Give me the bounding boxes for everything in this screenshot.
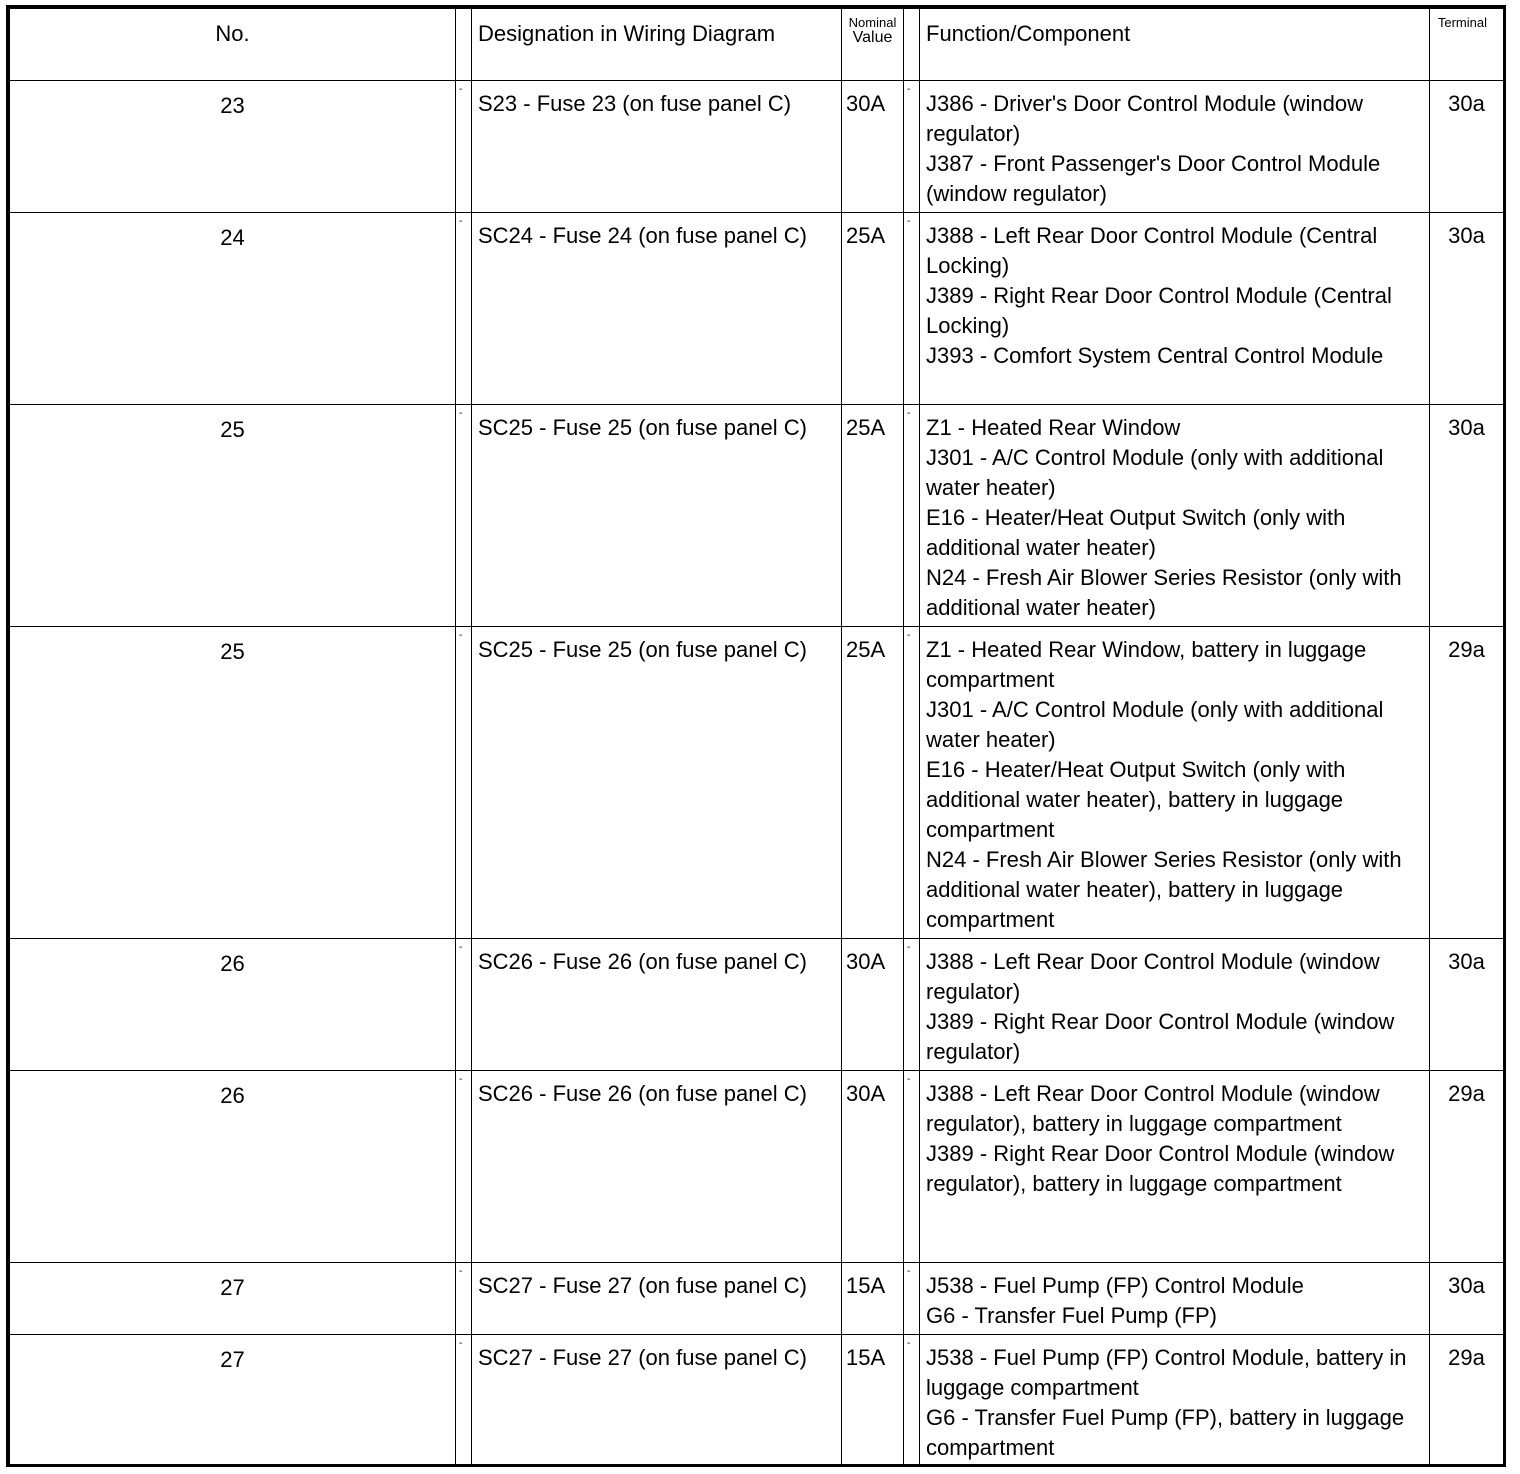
function-item: G6 - Transfer Fuel Pump (FP), battery in luggage compartment bbox=[926, 1405, 1405, 1460]
spacer-tick: - bbox=[907, 1074, 911, 1085]
nominal-value-cell: 15A bbox=[842, 1335, 904, 1465]
terminal-cell: 30a bbox=[1430, 213, 1504, 405]
spacer-tick: - bbox=[459, 1338, 463, 1349]
function-item: N24 - Fresh Air Blower Series Resistor (only with additional water heater) bbox=[926, 565, 1402, 620]
header-designation: Designation in Wiring Diagram bbox=[472, 9, 842, 81]
fuse-number-cell bbox=[10, 1071, 456, 1263]
function-item: J388 - Left Rear Door Control Module (window regulator) bbox=[926, 949, 1380, 1004]
function-item: J388 - Left Rear Door Control Module (window regulator), battery in luggage compartment bbox=[926, 1081, 1380, 1136]
function-cell bbox=[920, 939, 1430, 1071]
function-item: G6 - Transfer Fuel Pump (FP) bbox=[926, 1303, 1217, 1328]
spacer-cell bbox=[904, 1263, 920, 1335]
nominal-value-cell: 15A bbox=[842, 1263, 904, 1335]
fuse-number: 24 bbox=[220, 225, 245, 250]
spacer-cell bbox=[456, 213, 472, 405]
fuse-number-cell bbox=[10, 1335, 456, 1465]
spacer-tick: - bbox=[459, 84, 463, 95]
header-nominal-line1: Nominal bbox=[848, 15, 897, 30]
spacer-cell bbox=[456, 81, 472, 213]
spacer-tick: - bbox=[459, 1074, 463, 1085]
spacer-cell bbox=[456, 1071, 472, 1263]
nominal-value-cell: 25A bbox=[842, 213, 904, 405]
fuse-number: 25 bbox=[220, 639, 245, 664]
designation-cell: SC26 - Fuse 26 (on fuse panel C) bbox=[472, 939, 842, 1071]
header-function: Function/Component bbox=[920, 9, 1430, 81]
function-item: J389 - Right Rear Door Control Module (window regulator) bbox=[926, 1009, 1395, 1064]
designation-cell: SC25 - Fuse 25 (on fuse panel C) bbox=[472, 627, 842, 939]
spacer-tick: - bbox=[907, 1338, 911, 1349]
spacer-cell bbox=[456, 627, 472, 939]
designation-cell: SC27 - Fuse 27 (on fuse panel C) bbox=[472, 1335, 842, 1465]
spacer-cell bbox=[904, 81, 920, 213]
function-item: J388 - Left Rear Door Control Module (Central Locking) bbox=[926, 223, 1378, 278]
function-cell bbox=[920, 213, 1430, 405]
nominal-value-cell: 30A bbox=[842, 939, 904, 1071]
table-row bbox=[10, 627, 1504, 939]
header-nominal-line2: Value bbox=[852, 29, 893, 46]
terminal-cell: 29a bbox=[1430, 1071, 1504, 1263]
fuse-number-cell bbox=[10, 213, 456, 405]
spacer-cell bbox=[904, 939, 920, 1071]
fuse-number: 26 bbox=[220, 1083, 245, 1108]
spacer-cell bbox=[904, 1071, 920, 1263]
nominal-value-cell: 25A bbox=[842, 405, 904, 627]
nominal-value-cell: 30A bbox=[842, 1071, 904, 1263]
table-row bbox=[10, 81, 1504, 213]
function-item: N24 - Fresh Air Blower Series Resistor (only with additional water heater), battery in luggage compartment bbox=[926, 847, 1402, 932]
table-row bbox=[10, 1335, 1504, 1465]
spacer-tick: - bbox=[459, 408, 463, 419]
spacer-cell bbox=[904, 405, 920, 627]
table-body bbox=[10, 81, 1504, 1465]
designation-cell: SC25 - Fuse 25 (on fuse panel C) bbox=[472, 405, 842, 627]
function-item: Z1 - Heated Rear Window bbox=[926, 415, 1181, 440]
fuse-number: 23 bbox=[220, 93, 245, 118]
designation-cell: SC24 - Fuse 24 (on fuse panel C) bbox=[472, 213, 842, 405]
terminal-cell: 29a bbox=[1430, 1335, 1504, 1465]
nominal-value-cell: 30A bbox=[842, 81, 904, 213]
table-row bbox=[10, 1071, 1504, 1263]
function-cell bbox=[920, 1335, 1430, 1465]
header-row bbox=[10, 9, 1504, 81]
fuse-number-cell bbox=[10, 939, 456, 1071]
table-row bbox=[10, 939, 1504, 1071]
fuse-table-sheet bbox=[6, 5, 1506, 1467]
header-nominal-value bbox=[842, 9, 904, 81]
fuse-number: 27 bbox=[220, 1275, 245, 1300]
fuse-number-cell bbox=[10, 81, 456, 213]
spacer-cell bbox=[456, 405, 472, 627]
function-cell bbox=[920, 627, 1430, 939]
designation-cell: SC26 - Fuse 26 (on fuse panel C) bbox=[472, 1071, 842, 1263]
terminal-cell: 30a bbox=[1430, 939, 1504, 1071]
function-item: J538 - Fuel Pump (FP) Control Module, battery in luggage compartment bbox=[926, 1345, 1407, 1400]
function-item: J301 - A/C Control Module (only with additional water heater) bbox=[926, 697, 1384, 752]
designation-cell: SC27 - Fuse 27 (on fuse panel C) bbox=[472, 1263, 842, 1335]
spacer-cell bbox=[456, 939, 472, 1071]
terminal-cell: 30a bbox=[1430, 81, 1504, 213]
spacer-tick: - bbox=[907, 630, 911, 641]
function-item: E16 - Heater/Heat Output Switch (only with additional water heater), battery in luggage compartment bbox=[926, 757, 1346, 842]
fuse-number-cell bbox=[10, 405, 456, 627]
function-item: J389 - Right Rear Door Control Module (Central Locking) bbox=[926, 283, 1392, 338]
fuse-number: 26 bbox=[220, 951, 245, 976]
fuse-table bbox=[9, 8, 1504, 1465]
spacer-cell bbox=[904, 213, 920, 405]
spacer-cell bbox=[456, 1263, 472, 1335]
function-item: J393 - Comfort System Central Control Module bbox=[926, 343, 1384, 368]
terminal-cell: 30a bbox=[1430, 1263, 1504, 1335]
header-spacer bbox=[456, 9, 472, 81]
spacer-tick: - bbox=[459, 630, 463, 641]
function-item: J538 - Fuel Pump (FP) Control Module bbox=[926, 1273, 1304, 1298]
terminal-cell: 29a bbox=[1430, 627, 1504, 939]
fuse-number: 25 bbox=[220, 417, 245, 442]
function-item: J301 - A/C Control Module (only with additional water heater) bbox=[926, 445, 1384, 500]
fuse-number: 27 bbox=[220, 1347, 245, 1372]
function-item: E16 - Heater/Heat Output Switch (only with additional water heater) bbox=[926, 505, 1346, 560]
table-row bbox=[10, 405, 1504, 627]
spacer-cell bbox=[904, 1335, 920, 1465]
function-item: J386 - Driver's Door Control Module (window regulator) bbox=[926, 91, 1364, 146]
spacer-tick: - bbox=[459, 216, 463, 227]
header-terminal: Terminal bbox=[1430, 9, 1504, 81]
terminal-cell: 30a bbox=[1430, 405, 1504, 627]
fuse-number-cell bbox=[10, 1263, 456, 1335]
spacer-tick: - bbox=[459, 942, 463, 953]
function-item: J389 - Right Rear Door Control Module (window regulator), battery in luggage compartment bbox=[926, 1141, 1395, 1196]
function-cell bbox=[920, 1071, 1430, 1263]
function-cell bbox=[920, 1263, 1430, 1335]
spacer-tick: - bbox=[907, 942, 911, 953]
spacer-tick: - bbox=[459, 1266, 463, 1277]
fuse-number-cell bbox=[10, 627, 456, 939]
function-item: Z1 - Heated Rear Window, battery in luggage compartment bbox=[926, 637, 1367, 692]
table-row bbox=[10, 1263, 1504, 1335]
table-row bbox=[10, 213, 1504, 405]
spacer-tick: - bbox=[907, 408, 911, 419]
function-cell bbox=[920, 405, 1430, 627]
nominal-value-cell: 25A bbox=[842, 627, 904, 939]
header-spacer bbox=[904, 9, 920, 81]
spacer-cell bbox=[456, 1335, 472, 1465]
header-no: No. bbox=[10, 9, 456, 81]
spacer-tick: - bbox=[907, 84, 911, 95]
spacer-cell bbox=[904, 627, 920, 939]
spacer-tick: - bbox=[907, 216, 911, 227]
function-cell bbox=[920, 81, 1430, 213]
spacer-tick: - bbox=[907, 1266, 911, 1277]
designation-cell: S23 - Fuse 23 (on fuse panel C) bbox=[472, 81, 842, 213]
function-item: J387 - Front Passenger's Door Control Module (window regulator) bbox=[926, 151, 1381, 206]
